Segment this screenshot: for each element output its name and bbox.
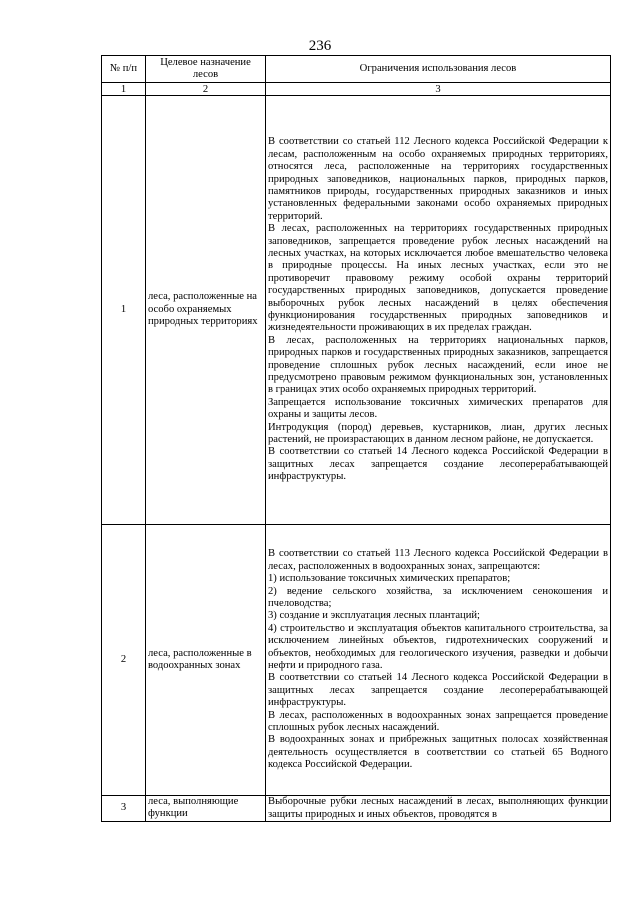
restriction-paragraph: 1) использование токсичных химических препаратов; [268, 573, 511, 585]
purpose-cell: леса, выполняющие функции [146, 796, 266, 822]
column-number-row [102, 83, 611, 96]
restriction-paragraph: 3) создание и эксплуатация лесных плантаций; [268, 610, 480, 622]
restriction-paragraph: В лесах, расположенных на территориях национальных парков, природных парков и государственных природных заказников, запрещается проведение сплошных рубок лесных насаждений, если иное не предусмотрено правовым режимом функциональных зон, установленных в границах этих особо охраняемых природных территорий. [268, 334, 608, 396]
restriction-paragraph: 4) строительство и эксплуатация объектов капитального строительства, за исключением линейных объектов, гидротехнических сооружений и объектов, необходимых для геологического изучения, разведки и добычи нефти и природного газа. [268, 622, 608, 671]
table-row [102, 796, 611, 822]
restriction-paragraph: Запрещается использование токсичных химических препаратов для охраны и защиты лесов. [268, 396, 608, 421]
row-number-cell: 3 [102, 796, 146, 822]
table-row [102, 525, 611, 796]
forest-restrictions-table [101, 55, 611, 822]
header-cell-purpose: Целевое назначение лесов [146, 56, 266, 83]
restriction-paragraph: В лесах, расположенных в водоохранных зонах запрещается проведение сплошных рубок лесных насаждений. [268, 709, 608, 734]
table-header-row [102, 56, 611, 83]
header-cell-number: № п/п [102, 56, 146, 83]
purpose-cell: леса, расположенные в водоохранных зонах [146, 525, 266, 796]
column-number-cell: 1 [102, 83, 146, 96]
table-row [102, 96, 611, 525]
purpose-cell: леса, расположенные на особо охраняемых природных территориях [146, 96, 266, 525]
restriction-paragraph: В соответствии со статьей 14 Лесного кодекса Российской Федерации в защитных лесах запрещается создание лесоперерабатывающей инфраструктуры. [268, 672, 608, 709]
row-number-cell: 2 [102, 525, 146, 796]
restrictions-cell [266, 796, 611, 822]
restriction-paragraph: В водоохранных зонах и прибрежных защитных полосах хозяйственная деятельность осуществляется в соответствии со статьей 65 Водного кодекса Российской Федерации. [268, 734, 608, 771]
row-number-cell: 1 [102, 96, 146, 525]
restriction-paragraph: Выборочные рубки лесных насаждений в лесах, выполняющих функции защиты природных и иных объектов, проводятся в [268, 796, 608, 820]
header-cell-restrictions: Ограничения использования лесов [266, 56, 611, 83]
page-number: 236 [308, 38, 332, 54]
column-number-cell: 2 [146, 83, 266, 96]
restriction-paragraph: В соответствии со статьей 112 Лесного кодекса Российской Федерации к лесам, расположенным на особо охраняемых природных территориях, относятся леса, расположенные на территориях государственных природных заповедников, национальных парков, природных парков, памятников природы, государственных природных заказников и иных установленных федеральными законами особо охраняемых природных территорий. [268, 136, 608, 222]
restriction-paragraph: 2) ведение сельского хозяйства, за исключением сенокошения и пчеловодства; [268, 585, 608, 609]
restriction-paragraph: В соответствии со статьей 113 Лесного кодекса Российской Федерации в лесах, расположенных в водоохранных зонах, запрещаются: [268, 548, 608, 572]
restrictions-cell [266, 525, 611, 796]
restriction-paragraph: В соответствии со статьей 14 Лесного кодекса Российской Федерации в защитных лесах запрещается создание лесоперерабатывающей инфраструктуры. [268, 446, 608, 483]
column-number-cell: 3 [266, 83, 611, 96]
restriction-paragraph: Интродукция (пород) деревьев, кустарников, лиан, других лесных растений, не произрастающих в данном лесном районе, не допускается. [268, 421, 608, 446]
restriction-paragraph: В лесах, расположенных на территориях государственных природных заповедников, запрещается проведение рубок лесных насаждений на лесных участках, на которых исключается любое вмешательство человека в природные процессы. На иных лесных участках, если это не противоречит правовому режиму особой охраны территорий государственных природных заповедников, допускается проведение выборочных рубок лесных насаждений в целях обеспечения функционирования государственных природных заповедников и жизнедеятельности проживающих в их пределах граждан. [268, 223, 608, 334]
restrictions-cell [266, 96, 611, 525]
